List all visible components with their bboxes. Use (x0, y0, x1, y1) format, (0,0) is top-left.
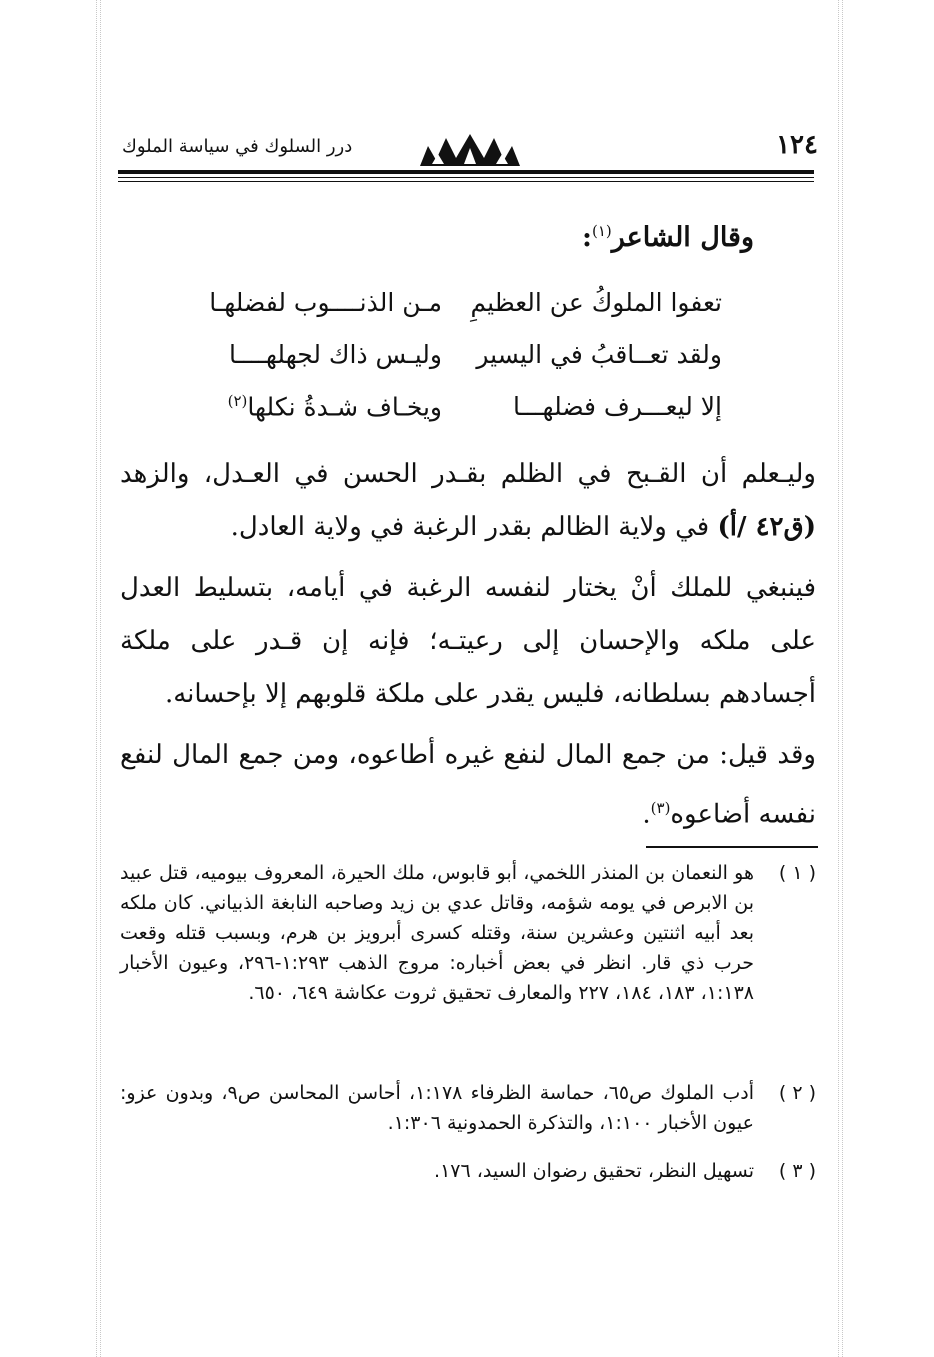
scan-guide-line (100, 0, 101, 1357)
footnote-marker: ( ٣ ) (778, 1160, 816, 1182)
scan-guide-line (842, 0, 843, 1357)
header-rule (118, 181, 814, 182)
paragraph (120, 448, 816, 554)
footnote-ref: (١) (591, 222, 612, 240)
verse-text: ويخـاف شـدةُ نكلها (247, 392, 442, 422)
verse-first-hemistich: ولقد تعــاقبُ في اليسير (476, 340, 722, 369)
paragraph-end: . (642, 799, 651, 830)
scan-guide-line (96, 0, 97, 1357)
footnote (120, 1078, 816, 1138)
poem-intro-text: وقال الشاعر (611, 222, 754, 253)
paragraph: فينبغي للملك أنْ يختار لنفسه الرغبة في أيامه، بتسليط العدل على ملكه والإحسان إلى رعيتـه؛ فإنه إن قـدر على ملكة أجسادهم بسلطانه، فليس يقدر على ملكة قلوبهم إلا بإحسانه. (120, 573, 816, 709)
footnote-marker: ( ١ ) (778, 862, 816, 884)
verse-first-hemistich: إلا ليعـــرف فضلهـــا (512, 392, 722, 421)
paragraph-text: في ولاية الظالم بقدر الرغبة في ولاية العادل. (230, 512, 710, 542)
footnote (120, 1156, 816, 1186)
footnote-separator (646, 846, 818, 848)
header-rule (118, 170, 814, 174)
running-title: درر السلوك في سياسة الملوك (122, 136, 353, 157)
footnote-ref: (٢) (227, 392, 248, 410)
footnote-ref: (٣) (650, 799, 671, 817)
paragraph-text: وليـعلم أن القـبح في الظلم بقـدر الحسن في العـدل، والزهد (120, 459, 816, 489)
paragraph-text: وقد قيل: من جمع المال لنفع غيره أطاعوه، ومن جمع المال لنفع نفسه أضاعوه (120, 740, 816, 830)
verse-second-hemistich: مـن الذنــــوب لفضلهـا (209, 288, 442, 317)
paragraph (120, 729, 816, 842)
scan-guide-line (838, 0, 839, 1357)
poem-intro-colon: : (582, 222, 592, 253)
verse-second-hemistich: وليـس ذاك لجهلهــــا (228, 340, 442, 369)
footnote (120, 858, 816, 1008)
verse-second-hemistich (228, 392, 442, 421)
footnote-text: أدب الملوك ص٦٥، حماسة الظرفاء ١:١٧٨، أحاسن المحاسن ص٩، وبدون عزو: عيون الأخبار ١:١٠٠، والتذكرة الحمدونية ١:٣٠٦. (120, 1082, 754, 1134)
manuscript-folio-ref: (ق٤٢ /أ) (717, 512, 816, 542)
page-number: ١٢٤ (776, 130, 818, 160)
header-rule (118, 177, 814, 178)
crown-ornament-icon (418, 130, 522, 170)
verse-first-hemistich: تعفوا الملوكُ عن العظيمِ (470, 288, 722, 317)
footnote-marker: ( ٢ ) (778, 1082, 816, 1104)
poem-intro (582, 222, 754, 253)
page-header (0, 0, 934, 190)
footnote-text: هو النعمان بن المنذر اللخمي، أبو قابوس، ملك الحيرة، المعروف بيوميه، قتل عبيد بن الابرص في يومه شؤمه، وقاتل عدي بن زيد وصاحبه النابغة الذبياني. كان ملكه بعد أبيه اثنتين وعشرين سنة، وقتله كسرى أبرويز بن هرم، وبسبب قتله وقعت حرب ذي قار. انظر في بعض أخباره: مروج الذهب ١:٢٩٣-٢٩٦، وعيون الأخبار ١:١٣٨، ١٨٣، ١٨٤، ٢٢٧ والمعارف تحقيق ثروت عكاشة ٦٤٩، ٦٥٠. (120, 862, 754, 1004)
footnote-text: تسهيل النظر، تحقيق رضوان السيد، ١٧٦. (434, 1160, 754, 1182)
